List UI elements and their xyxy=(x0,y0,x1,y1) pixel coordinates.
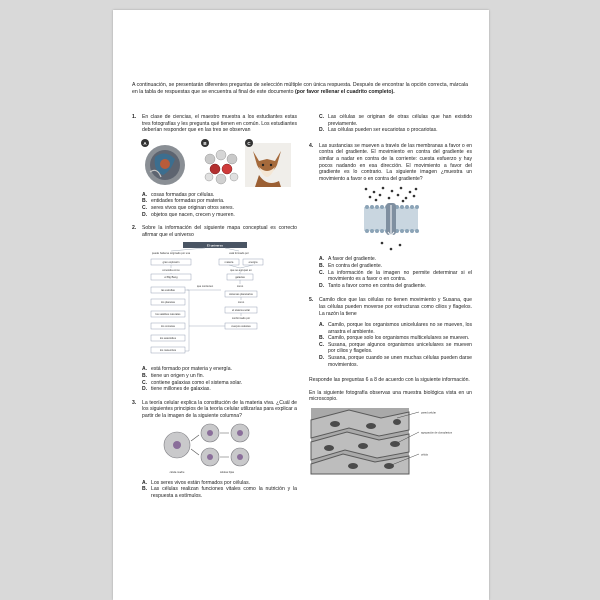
instructions xyxy=(132,82,468,96)
option-a[interactable] xyxy=(142,366,297,373)
question-number: 5. xyxy=(309,297,314,304)
map-title: El universo xyxy=(206,243,223,248)
option-text: La información de la imagen no permite determinar si el movimiento es a favor o en contra. xyxy=(328,269,472,283)
answer-intro: Responde las preguntas 6 a 8 de acuerdo con la siguiente información. xyxy=(309,377,470,384)
option-letter: A. xyxy=(142,479,148,486)
option-letter: C. xyxy=(319,341,325,348)
option-letter: B. xyxy=(319,335,325,342)
option-text: está formado por materia y energía. xyxy=(151,366,232,373)
option-text: tiene millones de galaxias. xyxy=(151,386,211,393)
label-b: B xyxy=(202,140,207,146)
option-letter: D. xyxy=(319,127,325,134)
option-a[interactable] xyxy=(142,480,297,487)
question-text: Camilo dice que las células no tienen movimiento y Susana, que las células pueden moverse por estructuras como cilios y flagelos. La razón la tiene xyxy=(319,297,472,317)
option-letter: B. xyxy=(319,262,325,269)
map-n21: como xyxy=(237,301,244,305)
option-letter: B. xyxy=(142,198,148,205)
map-n3: gran explosión xyxy=(162,261,179,265)
question-number: 1. xyxy=(132,114,137,120)
option-text: Camilo, porque solo los organismos multicelulares se mueven. xyxy=(328,335,470,342)
option-b[interactable] xyxy=(319,335,472,342)
option-letter: A. xyxy=(319,256,325,263)
q1-photos xyxy=(135,137,295,189)
chloroplast-label: agrupación de cloroplastos xyxy=(421,431,453,435)
option-d[interactable] xyxy=(319,127,472,134)
instructions-text: A continuación, se presentarán diferentes preguntas de selección múltiple con única respuesta. Después de encontrar la opción correcta, márcala en la tabla de respuestas que se encuentra al final de este documento xyxy=(132,82,468,95)
option-letter: D. xyxy=(319,355,325,362)
option-text: Camilo, porque los organismos unicelulares no se mueven, los arrastra el ambiente. xyxy=(328,322,472,335)
map-n8: el Big Bang xyxy=(163,276,178,280)
option-text: tiene un origen y un fin. xyxy=(151,372,204,379)
question-text: Sobre la información del siguiente mapa conceptual es correcto afirmar que el universo xyxy=(142,225,297,238)
question-text: Las sustancias se mueven a través de las membranas a favor o en contra del gradiente. El movimiento en contra del gradiente es similar a nadar en contra de la corriente: cuesta esfuerzo y hay pocos nadando en esa dirección. El movimiento a favor del gradiente es lo contrario. La siguiente imagen ¿muestra un movimiento a favor o en contra del gradiente? xyxy=(319,142,472,182)
worksheet-page xyxy=(113,10,489,600)
right-column xyxy=(309,114,472,481)
option-text: seres vivos que originan otros seres. xyxy=(151,204,234,211)
question-number: 2. xyxy=(132,225,137,232)
option-letter: B. xyxy=(142,372,148,379)
map-n6: conocida como xyxy=(161,269,180,273)
map-n16: los meteoritos xyxy=(159,349,176,353)
label-a: A xyxy=(142,140,147,146)
option-a[interactable] xyxy=(319,256,472,263)
option-text: Las células realizan funciones vitales como la nutrición y la respuesta a estímulos. xyxy=(151,486,297,499)
map-n20: que contienen xyxy=(196,285,213,289)
option-letter: A. xyxy=(142,191,148,198)
map-n11: las estrellas xyxy=(160,289,175,293)
option-text: entidades formadas por materia. xyxy=(151,198,225,205)
option-letter: D. xyxy=(319,282,325,289)
molecule-image xyxy=(205,150,238,184)
option-b[interactable] xyxy=(142,373,297,380)
question-2 xyxy=(132,225,297,238)
concept-map xyxy=(145,241,285,363)
question-text: La teoría celular explica la constitución de la materia viva. ¿Cuál de los siguientes principios de la teoría celular utilizarías para explicar a partir de la imagen de la siguiente columna? xyxy=(142,399,297,419)
option-text: Tanto a favor como en contra del gradiente. xyxy=(328,282,427,289)
q5-options xyxy=(309,322,472,368)
option-d[interactable] xyxy=(319,283,472,290)
option-text: Las células pueden ser eucariotas o procariotas. xyxy=(328,127,438,134)
map-n15: los asteroides xyxy=(159,337,176,341)
option-d[interactable] xyxy=(319,355,472,368)
molecules-bottom xyxy=(380,242,401,251)
option-text: objetos que nacen, crecen y mueren. xyxy=(151,211,235,218)
option-letter: C. xyxy=(319,114,325,120)
option-text: A favor del gradiente. xyxy=(328,256,377,263)
cell-model-image xyxy=(145,145,185,185)
molecules-top xyxy=(364,187,417,203)
microscope-figure xyxy=(309,406,472,478)
option-text: Susana, porque cuando se unen muchas células pueden darse movimientos. xyxy=(328,355,472,368)
option-text: Susana, porque algunos organismos unicelulares se mueven por cilios y flagelos. xyxy=(328,341,472,355)
map-n13: los satélites naturales xyxy=(155,313,180,317)
question-3 xyxy=(132,400,297,420)
q3-options xyxy=(132,480,297,500)
option-a[interactable] xyxy=(319,322,472,335)
map-n5: energía xyxy=(248,261,257,265)
option-letter: D. xyxy=(142,211,148,218)
q3-options-continued xyxy=(309,114,472,134)
option-b[interactable] xyxy=(142,486,297,499)
cell-division-figure xyxy=(155,423,275,477)
question-number: 4. xyxy=(309,142,314,149)
map-n10: como xyxy=(236,285,243,289)
option-c[interactable] xyxy=(319,270,472,283)
option-c[interactable] xyxy=(142,205,297,212)
option-b[interactable] xyxy=(319,263,472,270)
question-number: 3. xyxy=(132,399,137,406)
membrane-figure xyxy=(356,185,426,253)
option-d[interactable] xyxy=(142,386,297,393)
q4-options xyxy=(309,256,472,289)
q1-options xyxy=(132,192,297,218)
fox-image xyxy=(245,140,291,187)
map-n22: conformado por xyxy=(231,317,250,321)
option-letter: B. xyxy=(142,486,148,493)
map-n2: está formado por xyxy=(228,252,249,256)
mother-cell-label: célula madre xyxy=(169,470,184,474)
map-n9: galaxias xyxy=(234,276,245,280)
option-text: contiene galaxias como el sistema solar. xyxy=(151,379,243,386)
label-c: C xyxy=(246,140,251,146)
map-n7: que se agrupan en xyxy=(229,269,252,273)
cell-wall-label: pared celular xyxy=(421,411,436,415)
option-text: En contra del gradiente. xyxy=(328,262,383,269)
option-text: Las células se originan de otras células que han existido previamente. xyxy=(328,114,472,127)
map-n1: puede haberse originado por una xyxy=(151,252,190,256)
option-letter: A. xyxy=(142,366,148,373)
cell-label: célula xyxy=(421,453,428,457)
option-text: Los seres vivos están formados por células. xyxy=(151,479,251,486)
map-n12: los planetas xyxy=(160,301,175,305)
option-text: cosas formadas por células. xyxy=(151,191,215,198)
question-4 xyxy=(309,143,472,183)
map-n17: sistemas planetarios xyxy=(228,293,253,297)
question-5 xyxy=(309,297,472,317)
left-column xyxy=(132,114,297,499)
lipid-bilayer xyxy=(364,203,419,236)
option-letter: C. xyxy=(319,269,325,276)
option-letter: A. xyxy=(319,322,325,329)
q2-options xyxy=(132,366,297,392)
option-c[interactable] xyxy=(142,380,297,387)
option-a[interactable] xyxy=(142,192,297,199)
option-c[interactable] xyxy=(319,342,472,355)
map-n18: el sistema solar xyxy=(231,309,250,313)
option-letter: C. xyxy=(142,204,148,211)
option-letter: C. xyxy=(142,379,148,386)
map-n4: materia xyxy=(224,261,233,265)
photo-intro: En la siguiente fotografía observas una muestra biológica vista en un microscopio. xyxy=(309,389,472,403)
option-c[interactable] xyxy=(319,114,472,127)
map-n19: cuerpos celestes xyxy=(230,325,251,329)
option-d[interactable] xyxy=(142,212,297,219)
question-1 xyxy=(132,114,297,134)
map-n14: los cometas xyxy=(160,325,175,329)
option-b[interactable] xyxy=(142,198,297,205)
daughter-cells-label: células hijas xyxy=(219,470,234,474)
instructions-bold: (por favor rellenar el cuadrito completo). xyxy=(294,88,395,95)
question-text: En clase de ciencias, el maestro muestra a los estudiantes estas tres fotografías y les pregunta qué tienen en común. Los estudiantes deberían responder que en las tres se observan xyxy=(142,114,297,134)
option-letter: D. xyxy=(142,386,148,393)
